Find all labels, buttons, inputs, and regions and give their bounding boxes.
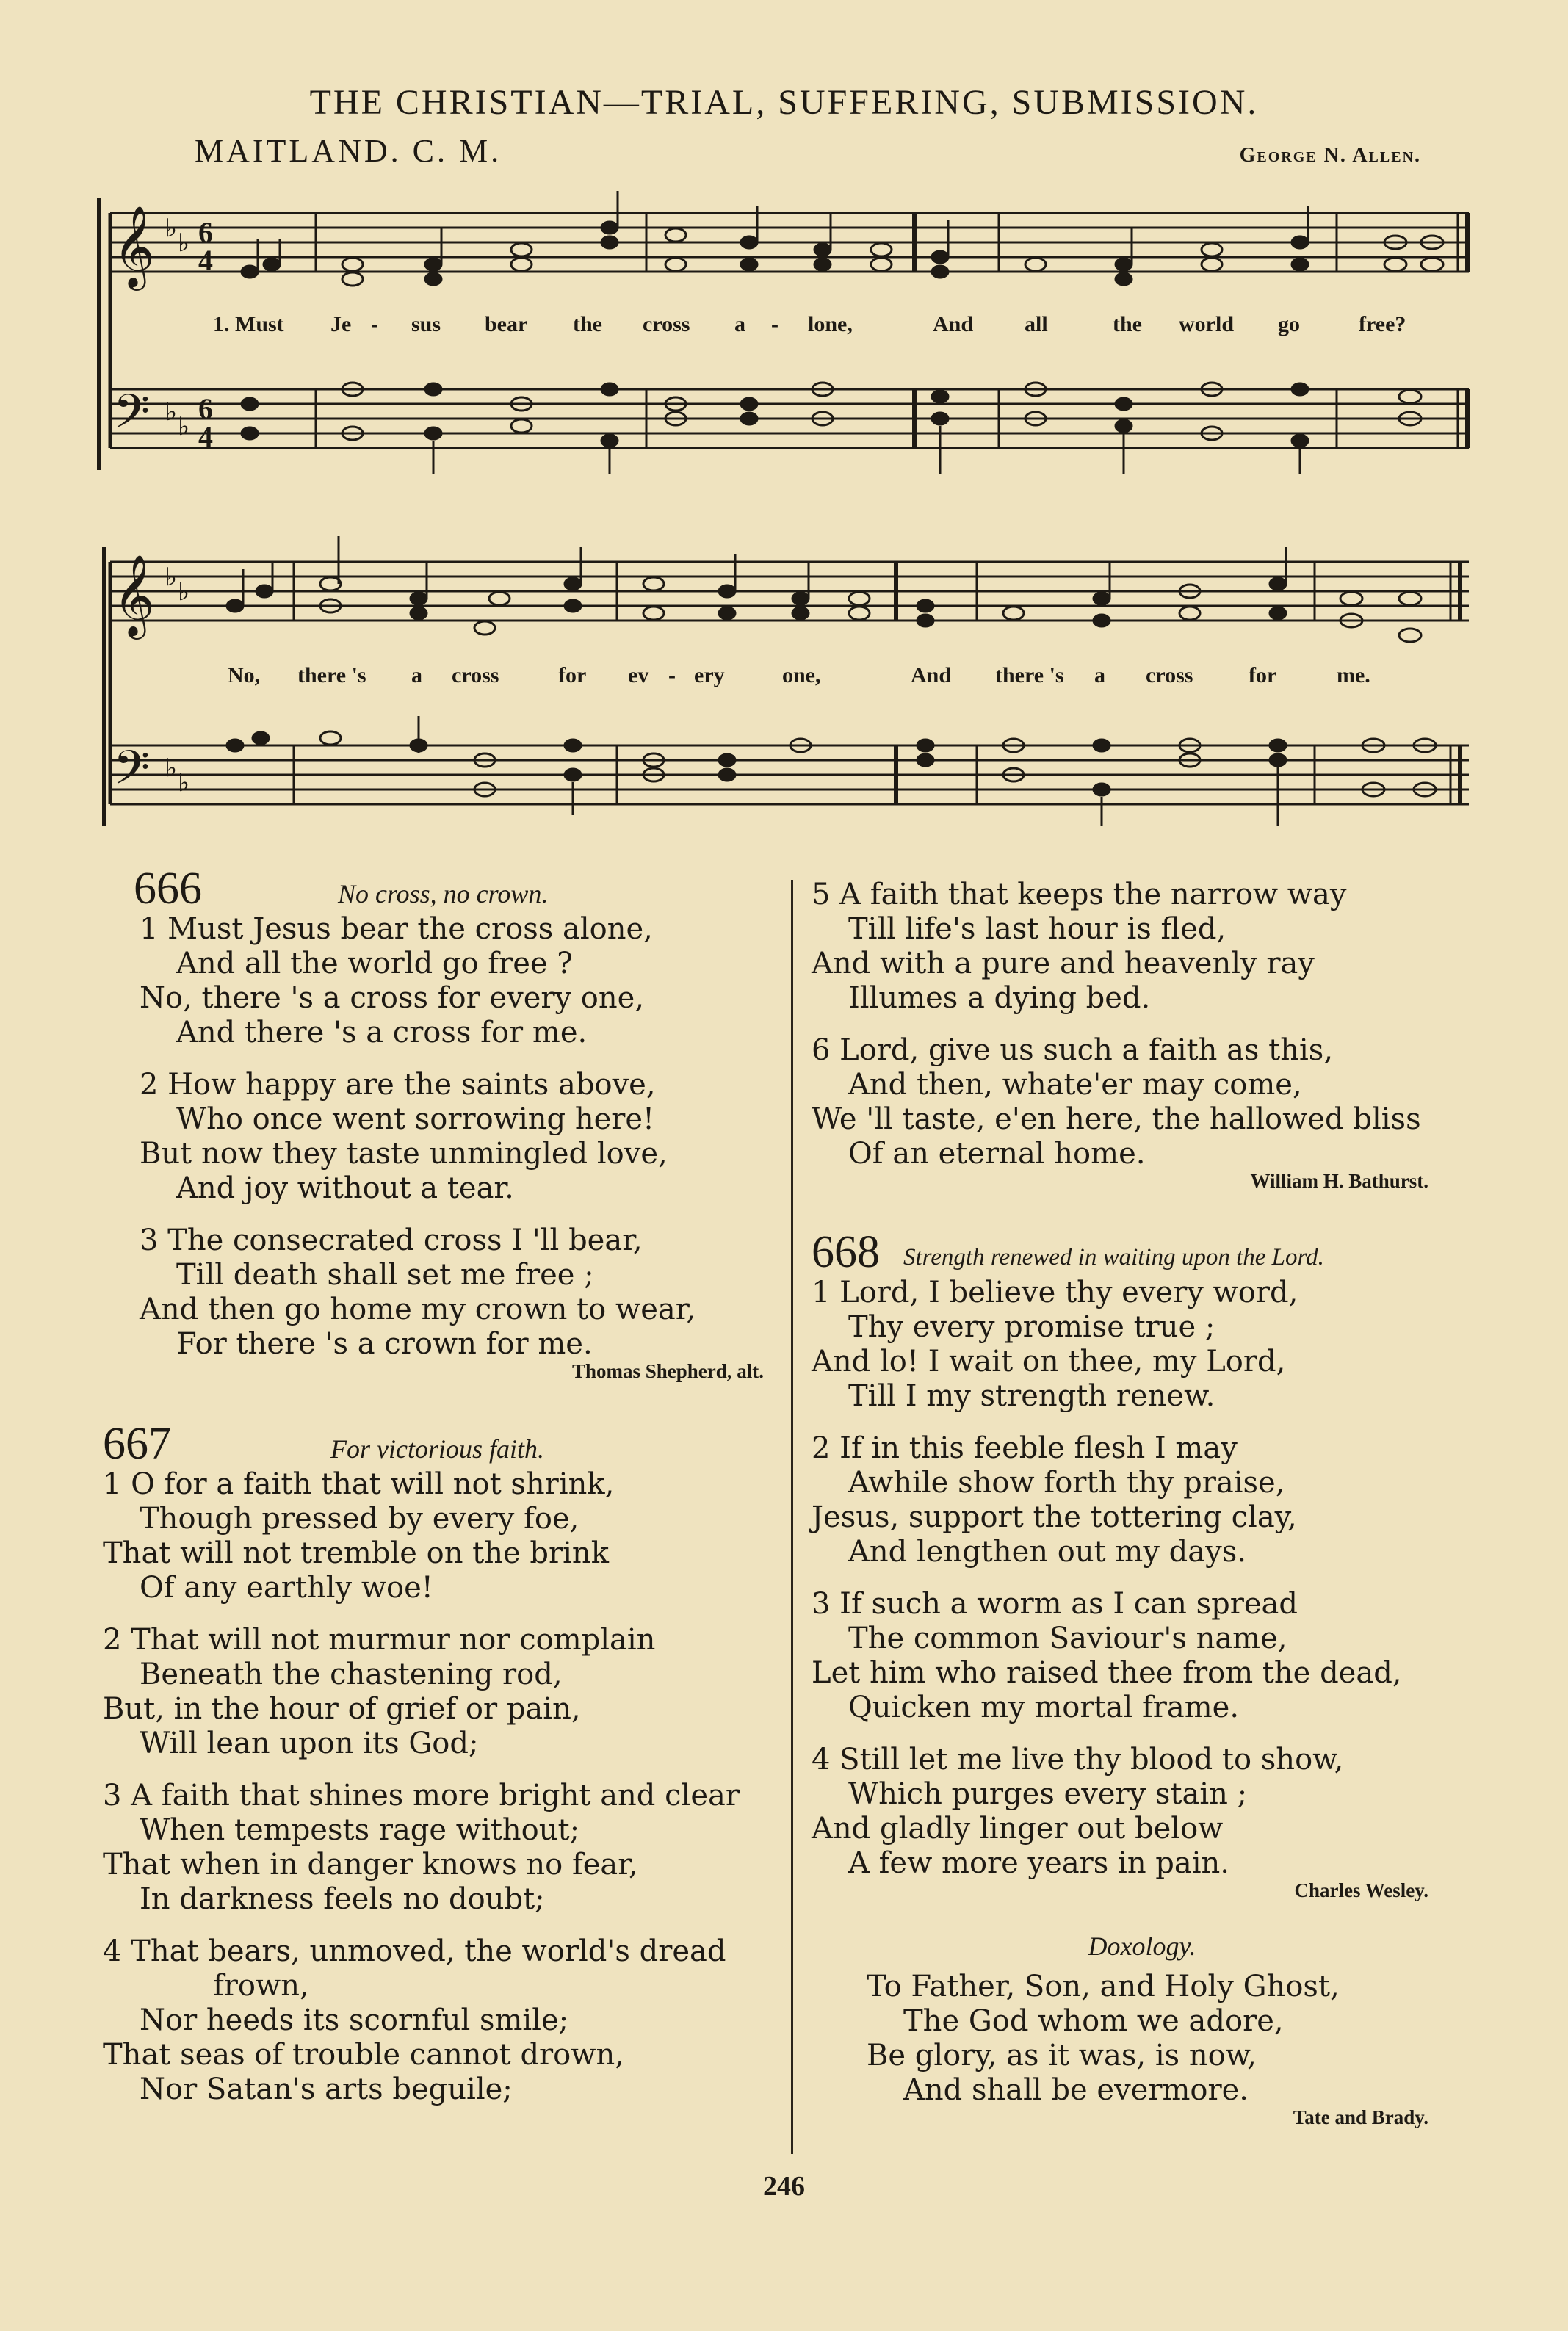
stanza: 1 Lord, I believe thy every word, Thy every promise true ; And lo! I wait on thee, my Lord, Till I my strength renew. <box>812 1276 1298 1413</box>
staff-notation-2 <box>95 525 1484 863</box>
page-number: 246 <box>763 2171 805 2202</box>
svg-text:4: 4 <box>198 420 213 453</box>
svg-text:6: 6 <box>198 216 213 249</box>
lyrics-line-1: 1. Must Je - sus bear the cross a - lone, And all the world go free? <box>213 312 1406 336</box>
svg-text:♭: ♭ <box>165 563 178 592</box>
stanza: 1 O for a faith that will not shrink, Though pressed by every foe, That will not tremble on the brink Of any earthly woe! <box>103 1467 615 1605</box>
stanza: 4 Still let me live thy blood to show, Which purges every stain ; And gladly linger out below A few more years in pain. <box>812 1743 1344 1880</box>
hymn-number: 667 <box>103 1419 171 1469</box>
section-title: THE CHRISTIAN—TRIAL, SUFFERING, SUBMISSION. <box>309 83 1259 122</box>
right-column <box>812 878 1473 2130</box>
stanza: 3 A faith that shines more bright and clear When tempests rage without; That when in danger knows no fear, In darkness feels no doubt; <box>103 1779 740 1916</box>
hymn-667-header <box>103 1420 786 1467</box>
stanza: 2 If in this feeble flesh I may Awhile show forth thy praise, Jesus, support the tottering clay, And lengthen out my days. <box>812 1431 1297 1569</box>
column-divider <box>791 880 793 2154</box>
hymn-number: 666 <box>134 864 202 914</box>
stanza: 2 That will not murmur nor complain Beneath the chastening rod, But, in the hour of grief or pain, Will lean upon its God; <box>103 1623 656 1760</box>
hymn-caption: For victorious faith. <box>330 1434 544 1464</box>
hymn-author: William H. Bathurst. <box>1250 1170 1428 1192</box>
stanza: 3 The consecrated cross I 'll bear, Till death shall set me free ; And then go home my crown to wear, For there 's a crown for me. <box>140 1224 696 1361</box>
stanza: 6 Lord, give us such a faith as this, And then, whate'er may come, We 'll taste, e'en here, the hallowed bliss Of an eternal home. <box>812 1033 1421 1171</box>
hymn-author: Thomas Shepherd, alt. <box>571 1360 764 1382</box>
stanza: 3 If such a worm as I can spread The common Saviour's name, Let him who raised thee from the dead, Quicken my mortal frame. <box>812 1587 1402 1724</box>
svg-text:♭: ♭ <box>165 753 178 783</box>
svg-text:♭: ♭ <box>178 412 190 441</box>
svg-text:𝄞: 𝄞 <box>113 554 155 636</box>
hymn-668-header <box>812 1229 1473 1276</box>
hymn-author: Tate and Brady. <box>1293 2106 1428 2128</box>
left-column <box>103 865 786 2125</box>
stanza: 2 How happy are the saints above, Who once went sorrowing here! But now they taste unmingled love, And joy without a tear. <box>140 1068 668 1205</box>
svg-text:6: 6 <box>198 392 213 425</box>
stanza: 5 A faith that keeps the narrow way Till life's last hour is fled, And with a pure and heavenly ray Illumes a dying bed. <box>812 878 1347 1015</box>
svg-text:𝄢: 𝄢 <box>113 385 151 451</box>
stanza: 1 Must Jesus bear the cross alone, And all the world go free ? No, there 's a cross for every one, And there 's a cross for me. <box>140 912 653 1049</box>
hymn-666-header <box>103 865 786 912</box>
hymn-caption: No cross, no crown. <box>338 879 549 908</box>
svg-text:𝄢: 𝄢 <box>113 741 151 807</box>
svg-text:♭: ♭ <box>165 397 178 427</box>
stanza: 4 That bears, unmoved, the world's dread frown, Nor heeds its scornful smile; That seas of trouble cannot drown, Nor Satan's arts beguile; <box>103 1934 726 2106</box>
hymn-author: Charles Wesley. <box>1294 1879 1428 1901</box>
tune-name: MAITLAND. C. M. <box>195 133 502 169</box>
composer-credit: George N. Allen. <box>1239 144 1421 167</box>
hymn-number: 668 <box>812 1227 880 1277</box>
svg-text:𝄞: 𝄞 <box>113 205 155 287</box>
music-system-2 <box>95 525 1484 863</box>
doxology-stanza: To Father, Son, and Holy Ghost, The God whom we adore, Be glory, as it was, is now, And shall be evermore. <box>867 1970 1340 2107</box>
lyrics-line-2: No, there 's a cross for ev - ery one, And there 's a cross for me. <box>228 663 1370 687</box>
hymn-caption: Strength renewed in waiting upon the Lord. <box>903 1244 1324 1271</box>
svg-text:♭: ♭ <box>178 228 190 258</box>
doxology-title: Doxology. <box>1088 1931 1196 1961</box>
svg-text:♭: ♭ <box>178 768 190 798</box>
svg-text:♭: ♭ <box>165 214 178 243</box>
music-system-1 <box>95 184 1484 477</box>
svg-text:4: 4 <box>198 244 213 277</box>
svg-text:♭: ♭ <box>178 577 190 607</box>
